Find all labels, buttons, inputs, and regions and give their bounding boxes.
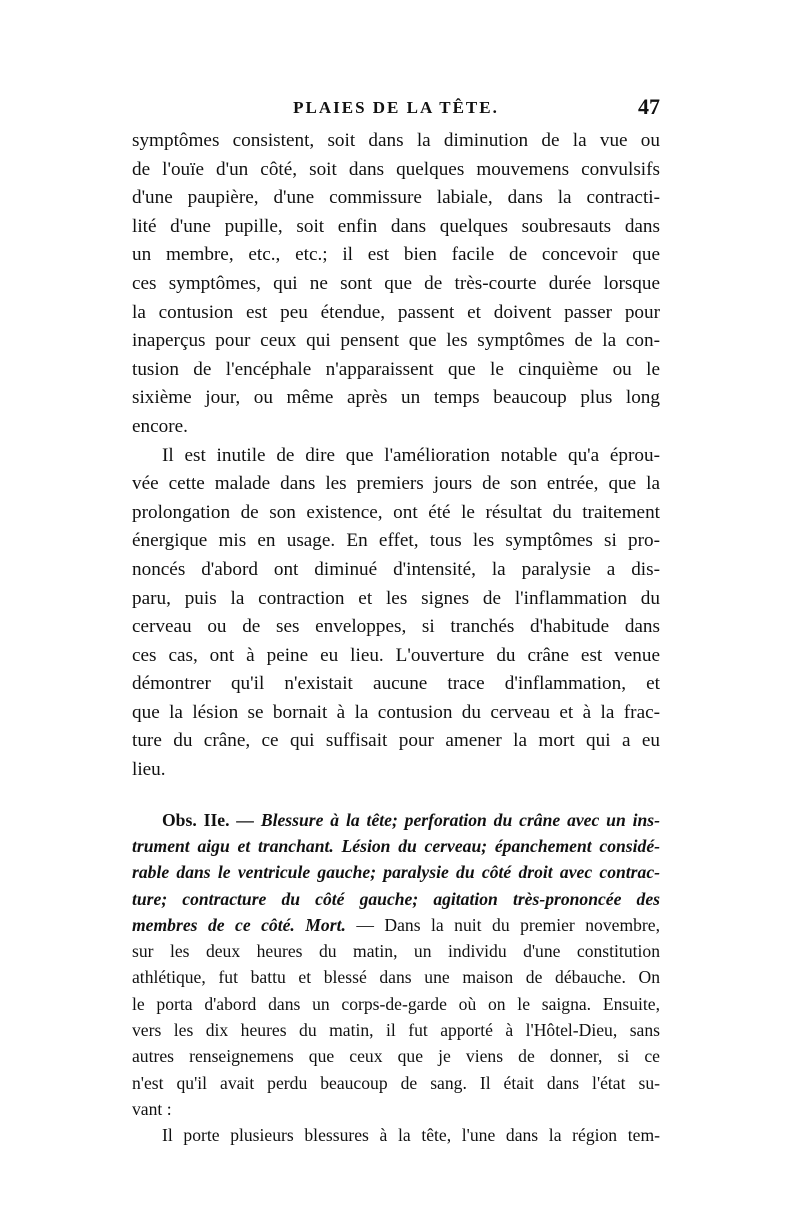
text-line: un membre, etc., etc.; il est bien facile de concevoir que: [132, 244, 660, 266]
observation-text-start: — Dans la nuit du premier novembre,: [345, 914, 660, 935]
observation-heading-line: [132, 807, 660, 833]
text-line: vers les dix heures du matin, il fut apporté à l'Hôtel-Dieu, sans: [132, 1020, 660, 1041]
observation-section: [132, 807, 660, 1149]
text-line: vant :: [132, 1098, 172, 1119]
running-title: PLAIES DE LA TÊTE.: [293, 98, 499, 117]
text-line: ture du crâne, ce qui suffisait pour amener la mort qui a eu: [132, 730, 660, 752]
observation-mixed-line: [132, 912, 660, 938]
text-line: lieu.: [132, 759, 166, 781]
section-gap: [132, 785, 660, 807]
paragraph-2: [132, 442, 660, 785]
text-line: Il est inutile de dire que l'amélioration notable qu'a éprou-: [162, 444, 660, 466]
text-line: ces cas, ont à peine eu lieu. L'ouverture du crâne est venue: [132, 644, 660, 666]
text-line: sur les deux heures du matin, un individu d'une constitution: [132, 941, 660, 962]
text-line: tusion de l'encéphale n'apparaissent que le cinquième ou le: [132, 358, 660, 380]
text-line: énergique mis en usage. En effet, tous les symptômes si pro-: [132, 530, 660, 552]
observation-title: — Blessure à la tête; perforation du crâne avec un ins-: [236, 809, 660, 830]
observation-title-end: membres de ce côté. Mort.: [132, 914, 346, 935]
text-line: le porta d'abord dans un corps-de-garde où on le saigna. Ensuite,: [132, 993, 660, 1014]
text-line: cerveau ou de ses enveloppes, si tranchés d'habitude dans: [132, 616, 660, 638]
text-line: vée cette malade dans les premiers jours de son entrée, que la: [132, 473, 660, 495]
text-line: la contusion est peu étendue, passent et doivent passer pour: [132, 301, 660, 323]
text-line: symptômes consistent, soit dans la diminution de la vue ou: [132, 130, 660, 151]
text-line: d'une paupière, d'une commissure labiale, dans la contracti-: [132, 187, 660, 209]
text-line: noncés d'abord ont diminué d'intensité, la paralysie a dis-: [132, 558, 660, 580]
observation-label: Obs. IIe.: [162, 809, 230, 830]
text-line: que la lésion se bornait à la contusion du cerveau et à la frac-: [132, 701, 660, 723]
text-line: inaperçus pour ceux qui pensent que les symptômes de la con-: [132, 330, 660, 352]
text-line: encore.: [132, 415, 188, 437]
text-line: de l'ouïe d'un côté, soit dans quelques mouvemens convulsifs: [132, 158, 660, 180]
page-number: 47: [638, 94, 660, 119]
text-line: athlétique, fut battu et blessé dans une maison de débauche. On: [132, 967, 660, 988]
paragraph-1: [132, 127, 660, 442]
text-line: autres renseignemens que ceux que je viens de donner, si ce: [132, 1046, 660, 1067]
text-line: Il porte plusieurs blessures à la tête, l'une dans la région tem-: [162, 1125, 660, 1146]
text-line: ces symptômes, qui ne sont que de très-courte durée lorsque: [132, 272, 660, 294]
text-line: paru, puis la contraction et les signes de l'inflammation du: [132, 587, 660, 609]
text-line: n'est qu'il avait perdu beaucoup de sang. Il était dans l'état su-: [132, 1072, 660, 1093]
text-line: lité d'une pupille, soit enfin dans quelques soubresauts dans: [132, 215, 660, 237]
observation-heading-line: ture; contracture du côté gauche; agitation très-prononcée des: [132, 888, 660, 909]
page-header: [132, 94, 660, 128]
observation-heading-line: rable dans le ventricule gauche; paralysie du côté droit avec contrac-: [132, 862, 660, 883]
text-line: démontrer qu'il n'existait aucune trace d'inflammation, et: [132, 673, 660, 695]
text-block: [132, 127, 660, 1149]
text-line: sixième jour, ou même après un temps beaucoup plus long: [132, 387, 660, 409]
text-line: prolongation de son existence, ont été le résultat du traitement: [132, 501, 660, 523]
observation-heading-line: trument aigu et tranchant. Lésion du cerveau; épanchement considé-: [132, 835, 660, 856]
